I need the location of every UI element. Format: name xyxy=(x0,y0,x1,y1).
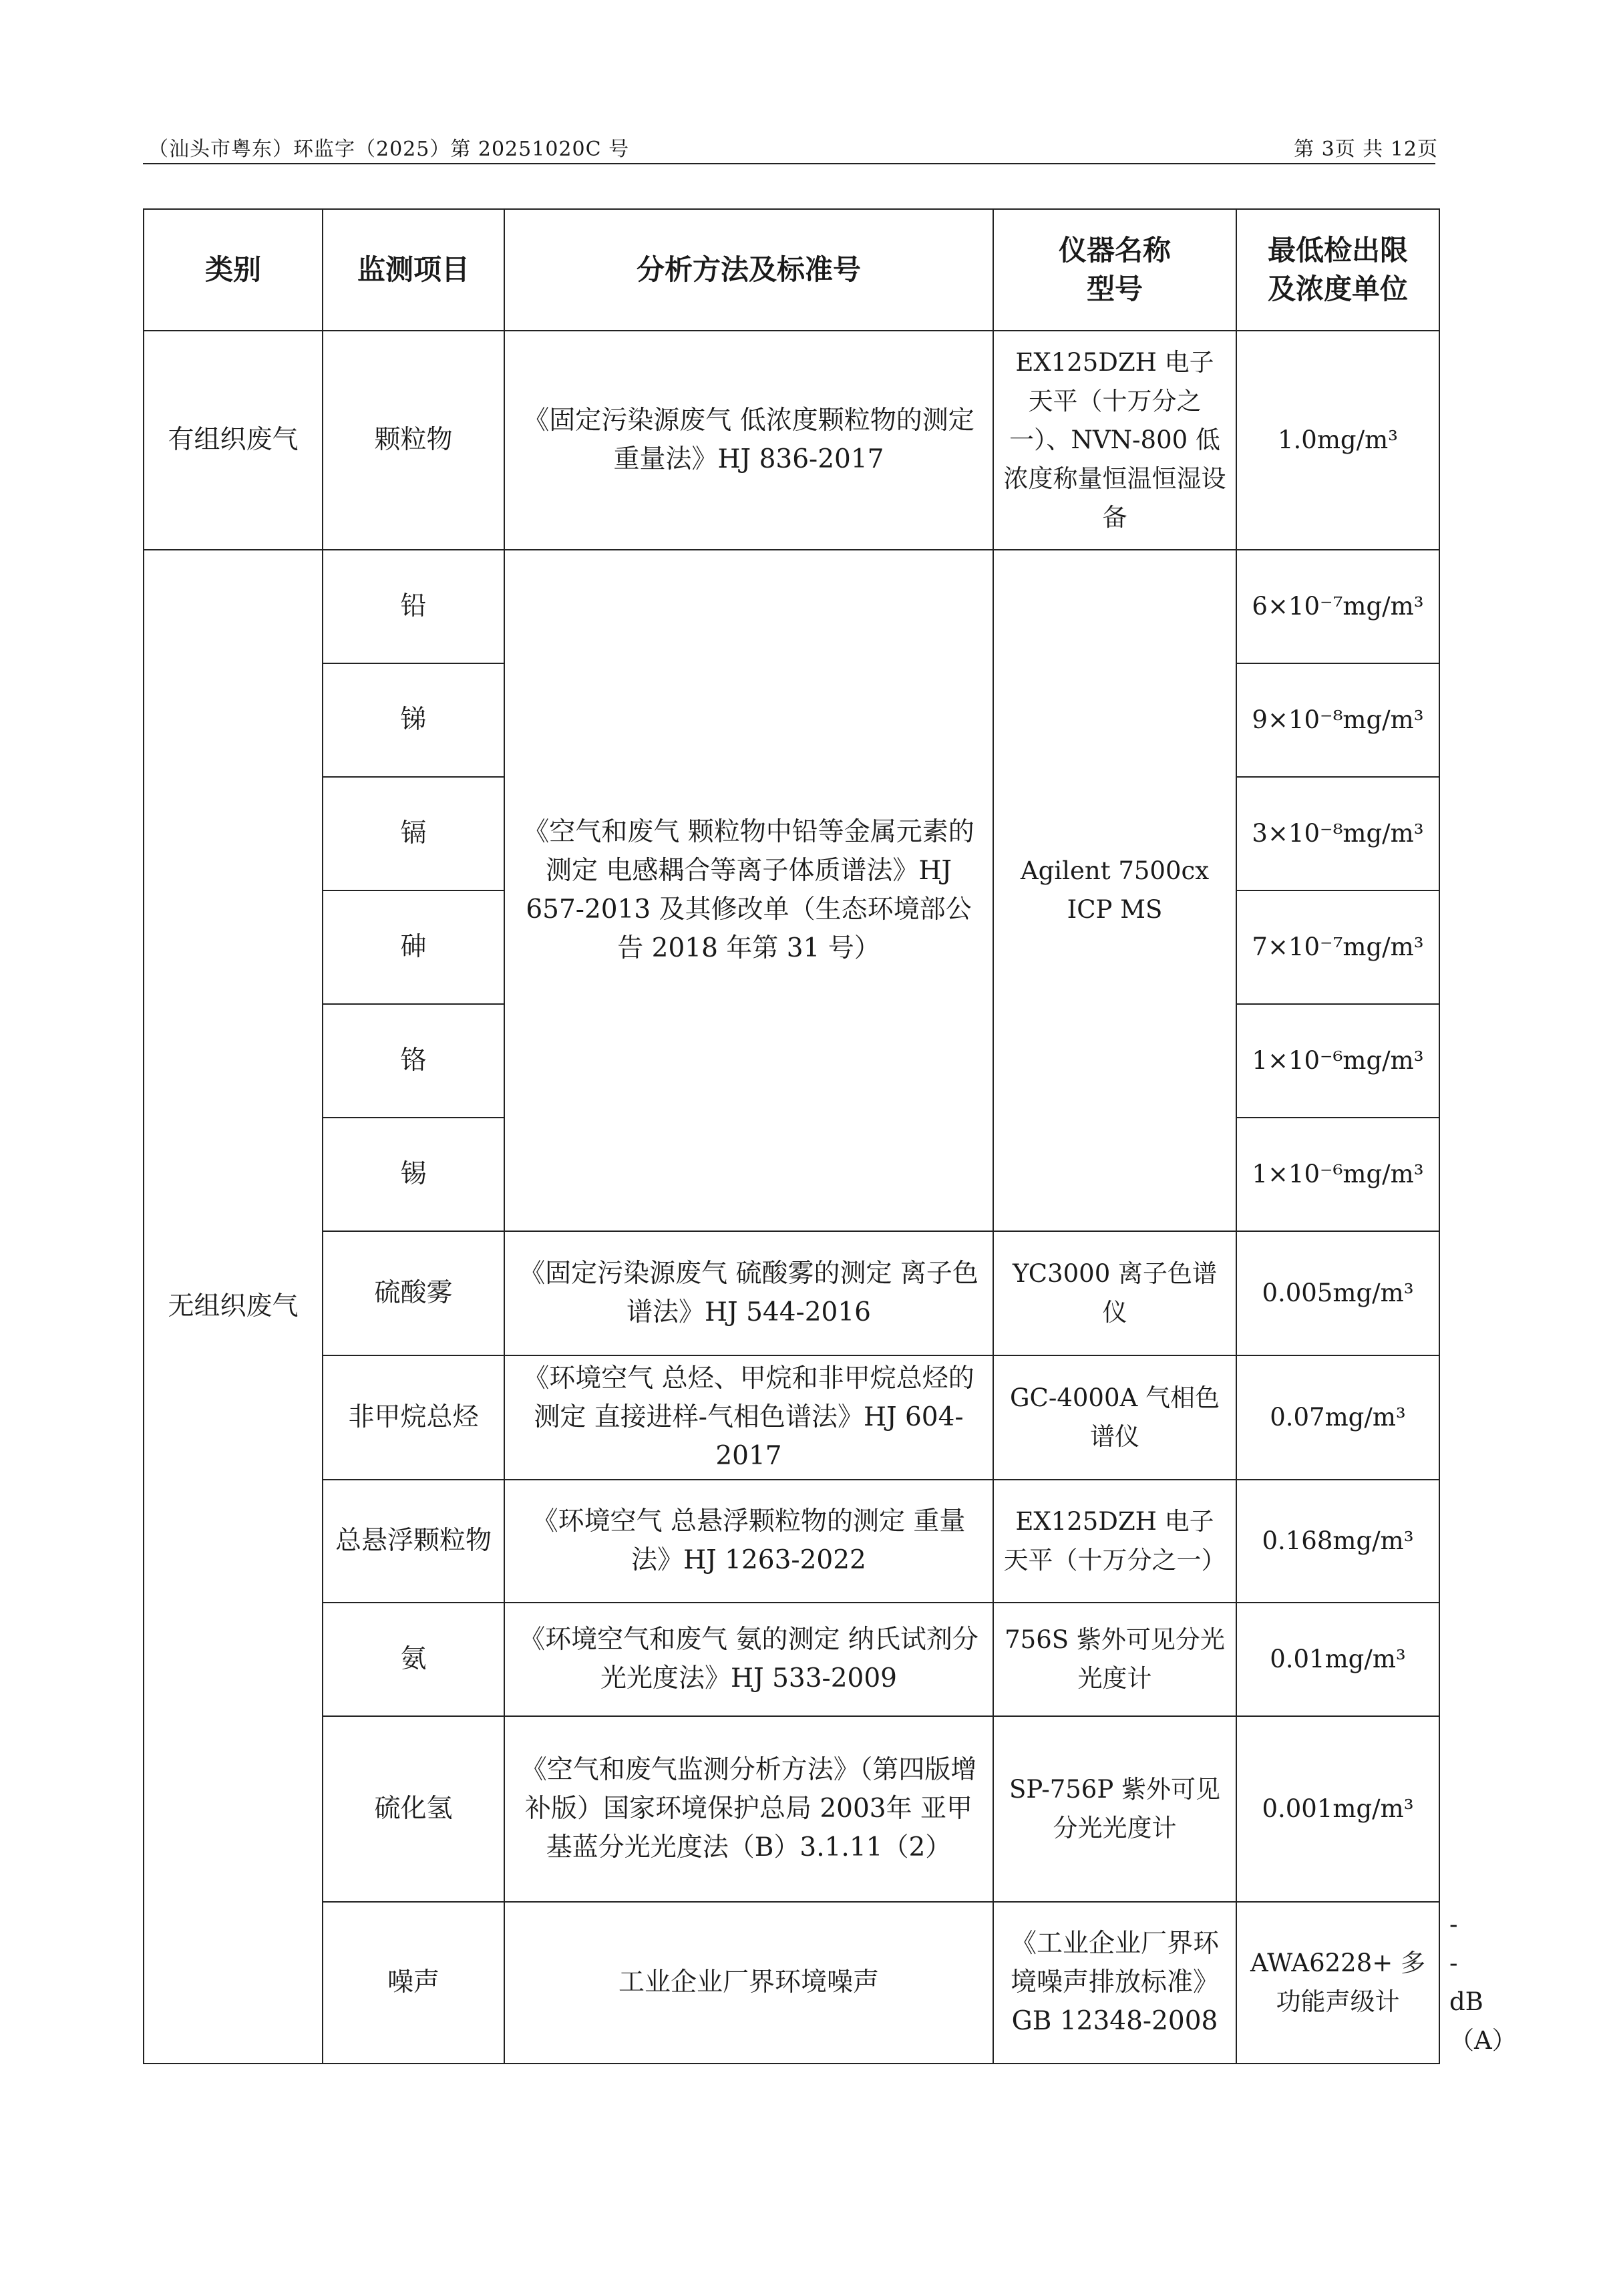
method-cell: 《环境空气 总悬浮颗粒物的测定 重量法》HJ 1263-2022 xyxy=(504,1480,993,1603)
column-header-category: 类别 xyxy=(144,209,323,331)
item-cell: 非甲烷总烃 xyxy=(323,1355,504,1480)
category-cell: 无组织废气 xyxy=(144,550,323,2064)
limit-cell: 0.168mg/m³ xyxy=(1236,1480,1439,1603)
method-cell: 《空气和废气 颗粒物中铅等金属元素的测定 电感耦合等离子体质谱法》HJ 657-2013 及其修改单（生态环境部公告 2018 年第 31 号） xyxy=(504,550,993,1231)
limit-cell: 7×10⁻⁷mg/m³ xyxy=(1236,890,1439,1004)
method-cell: 《空气和废气监测分析方法》（第四版增补版）国家环境保护总局 2003年 亚甲基蓝分光光度法（B）3.1.11（2） xyxy=(504,1716,993,1902)
item-cell: 氨 xyxy=(323,1603,504,1716)
instrument-cell: Agilent 7500cx ICP MS xyxy=(993,550,1236,1231)
method-cell: 《环境空气 总烃、甲烷和非甲烷总烃的测定 直接进样-气相色谱法》HJ 604-2017 xyxy=(504,1355,993,1480)
instrument-cell: YC3000 离子色谱仪 xyxy=(993,1231,1236,1355)
method-cell: 《固定污染源废气 硫酸雾的测定 离子色谱法》HJ 544-2016 xyxy=(504,1231,993,1355)
limit-cell: 0.07mg/m³ xyxy=(1236,1355,1439,1480)
limit-cell: 1×10⁻⁶mg/m³ xyxy=(1236,1004,1439,1118)
item-cell: 镉 xyxy=(323,777,504,890)
instrument-cell: 756S 紫外可见分光光度计 xyxy=(993,1603,1236,1716)
item-cell: 砷 xyxy=(323,890,504,1004)
table-row xyxy=(144,1716,1439,1902)
instrument-cell: EX125DZH 电子天平（十万分之一）、NVN-800 低浓度称量恒温恒湿设备 xyxy=(993,331,1236,550)
limit-cell: 0.001mg/m³ xyxy=(1236,1716,1439,1902)
method-cell: 《工业企业厂界环境噪声排放标准》GB 12348-2008 xyxy=(993,1902,1236,2064)
instrument-cell: EX125DZH 电子天平（十万分之一） xyxy=(993,1480,1236,1603)
limit-cell: 1.0mg/m³ xyxy=(1236,331,1439,550)
limit-cell: 1×10⁻⁶mg/m³ xyxy=(1236,1118,1439,1231)
report-number: （汕头市粤东）环监字（2025）第 20251020C 号 xyxy=(148,138,630,161)
item-cell: 硫酸雾 xyxy=(323,1231,504,1355)
table-row xyxy=(144,331,1439,550)
item-cell: 铬 xyxy=(323,1004,504,1118)
monitoring-methods-table xyxy=(143,208,1517,2064)
limit-cell: 6×10⁻⁷mg/m³ xyxy=(1236,550,1439,663)
item-cell: 铅 xyxy=(323,550,504,663)
column-header-method: 分析方法及标准号 xyxy=(504,209,993,331)
limit-cell: 0.005mg/m³ xyxy=(1236,1231,1439,1355)
table-row xyxy=(144,1231,1439,1355)
page-indicator: 第 3页 共 12页 xyxy=(1294,138,1438,161)
item-cell: 锡 xyxy=(323,1118,504,1231)
item-cell: 总悬浮颗粒物 xyxy=(323,1480,504,1603)
header-divider xyxy=(143,163,1435,164)
table-row: 噪声 工业企业厂界环境噪声 《工业企业厂界环境噪声排放标准》GB 12348-2008 AWA6228+ 多功能声级计 --dB（A） xyxy=(144,1902,1439,2064)
item-cell: 颗粒物 xyxy=(323,331,504,550)
table-row xyxy=(144,1480,1439,1603)
item-cell: 硫化氢 xyxy=(323,1716,504,1902)
table-row xyxy=(144,1603,1439,1716)
limit-cell: 9×10⁻⁸mg/m³ xyxy=(1236,663,1439,777)
column-header-instrument: 仪器名称 型号 xyxy=(993,209,1236,331)
table-row xyxy=(144,1355,1439,1480)
table-row xyxy=(144,550,1439,663)
instrument-cell: AWA6228+ 多功能声级计 xyxy=(1236,1902,1439,2064)
column-header-limit: 最低检出限 及浓度单位 xyxy=(1236,209,1439,331)
instrument-cell: GC-4000A 气相色谱仪 xyxy=(993,1355,1236,1480)
instrument-cell: SP-756P 紫外可见分光光度计 xyxy=(993,1716,1236,1902)
item-cell: 工业企业厂界环境噪声 xyxy=(504,1902,993,2064)
method-cell: 《环境空气和废气 氨的测定 纳氏试剂分光光度法》HJ 533-2009 xyxy=(504,1603,993,1716)
method-cell: 《固定污染源废气 低浓度颗粒物的测定 重量法》HJ 836-2017 xyxy=(504,331,993,550)
category-cell: 噪声 xyxy=(323,1902,504,2064)
column-header-item: 监测项目 xyxy=(323,209,504,331)
limit-cell: 3×10⁻⁸mg/m³ xyxy=(1236,777,1439,890)
limit-cell: 0.01mg/m³ xyxy=(1236,1603,1439,1716)
item-cell: 锑 xyxy=(323,663,504,777)
table-header-row xyxy=(144,209,1439,331)
category-cell: 有组织废气 xyxy=(144,331,323,550)
